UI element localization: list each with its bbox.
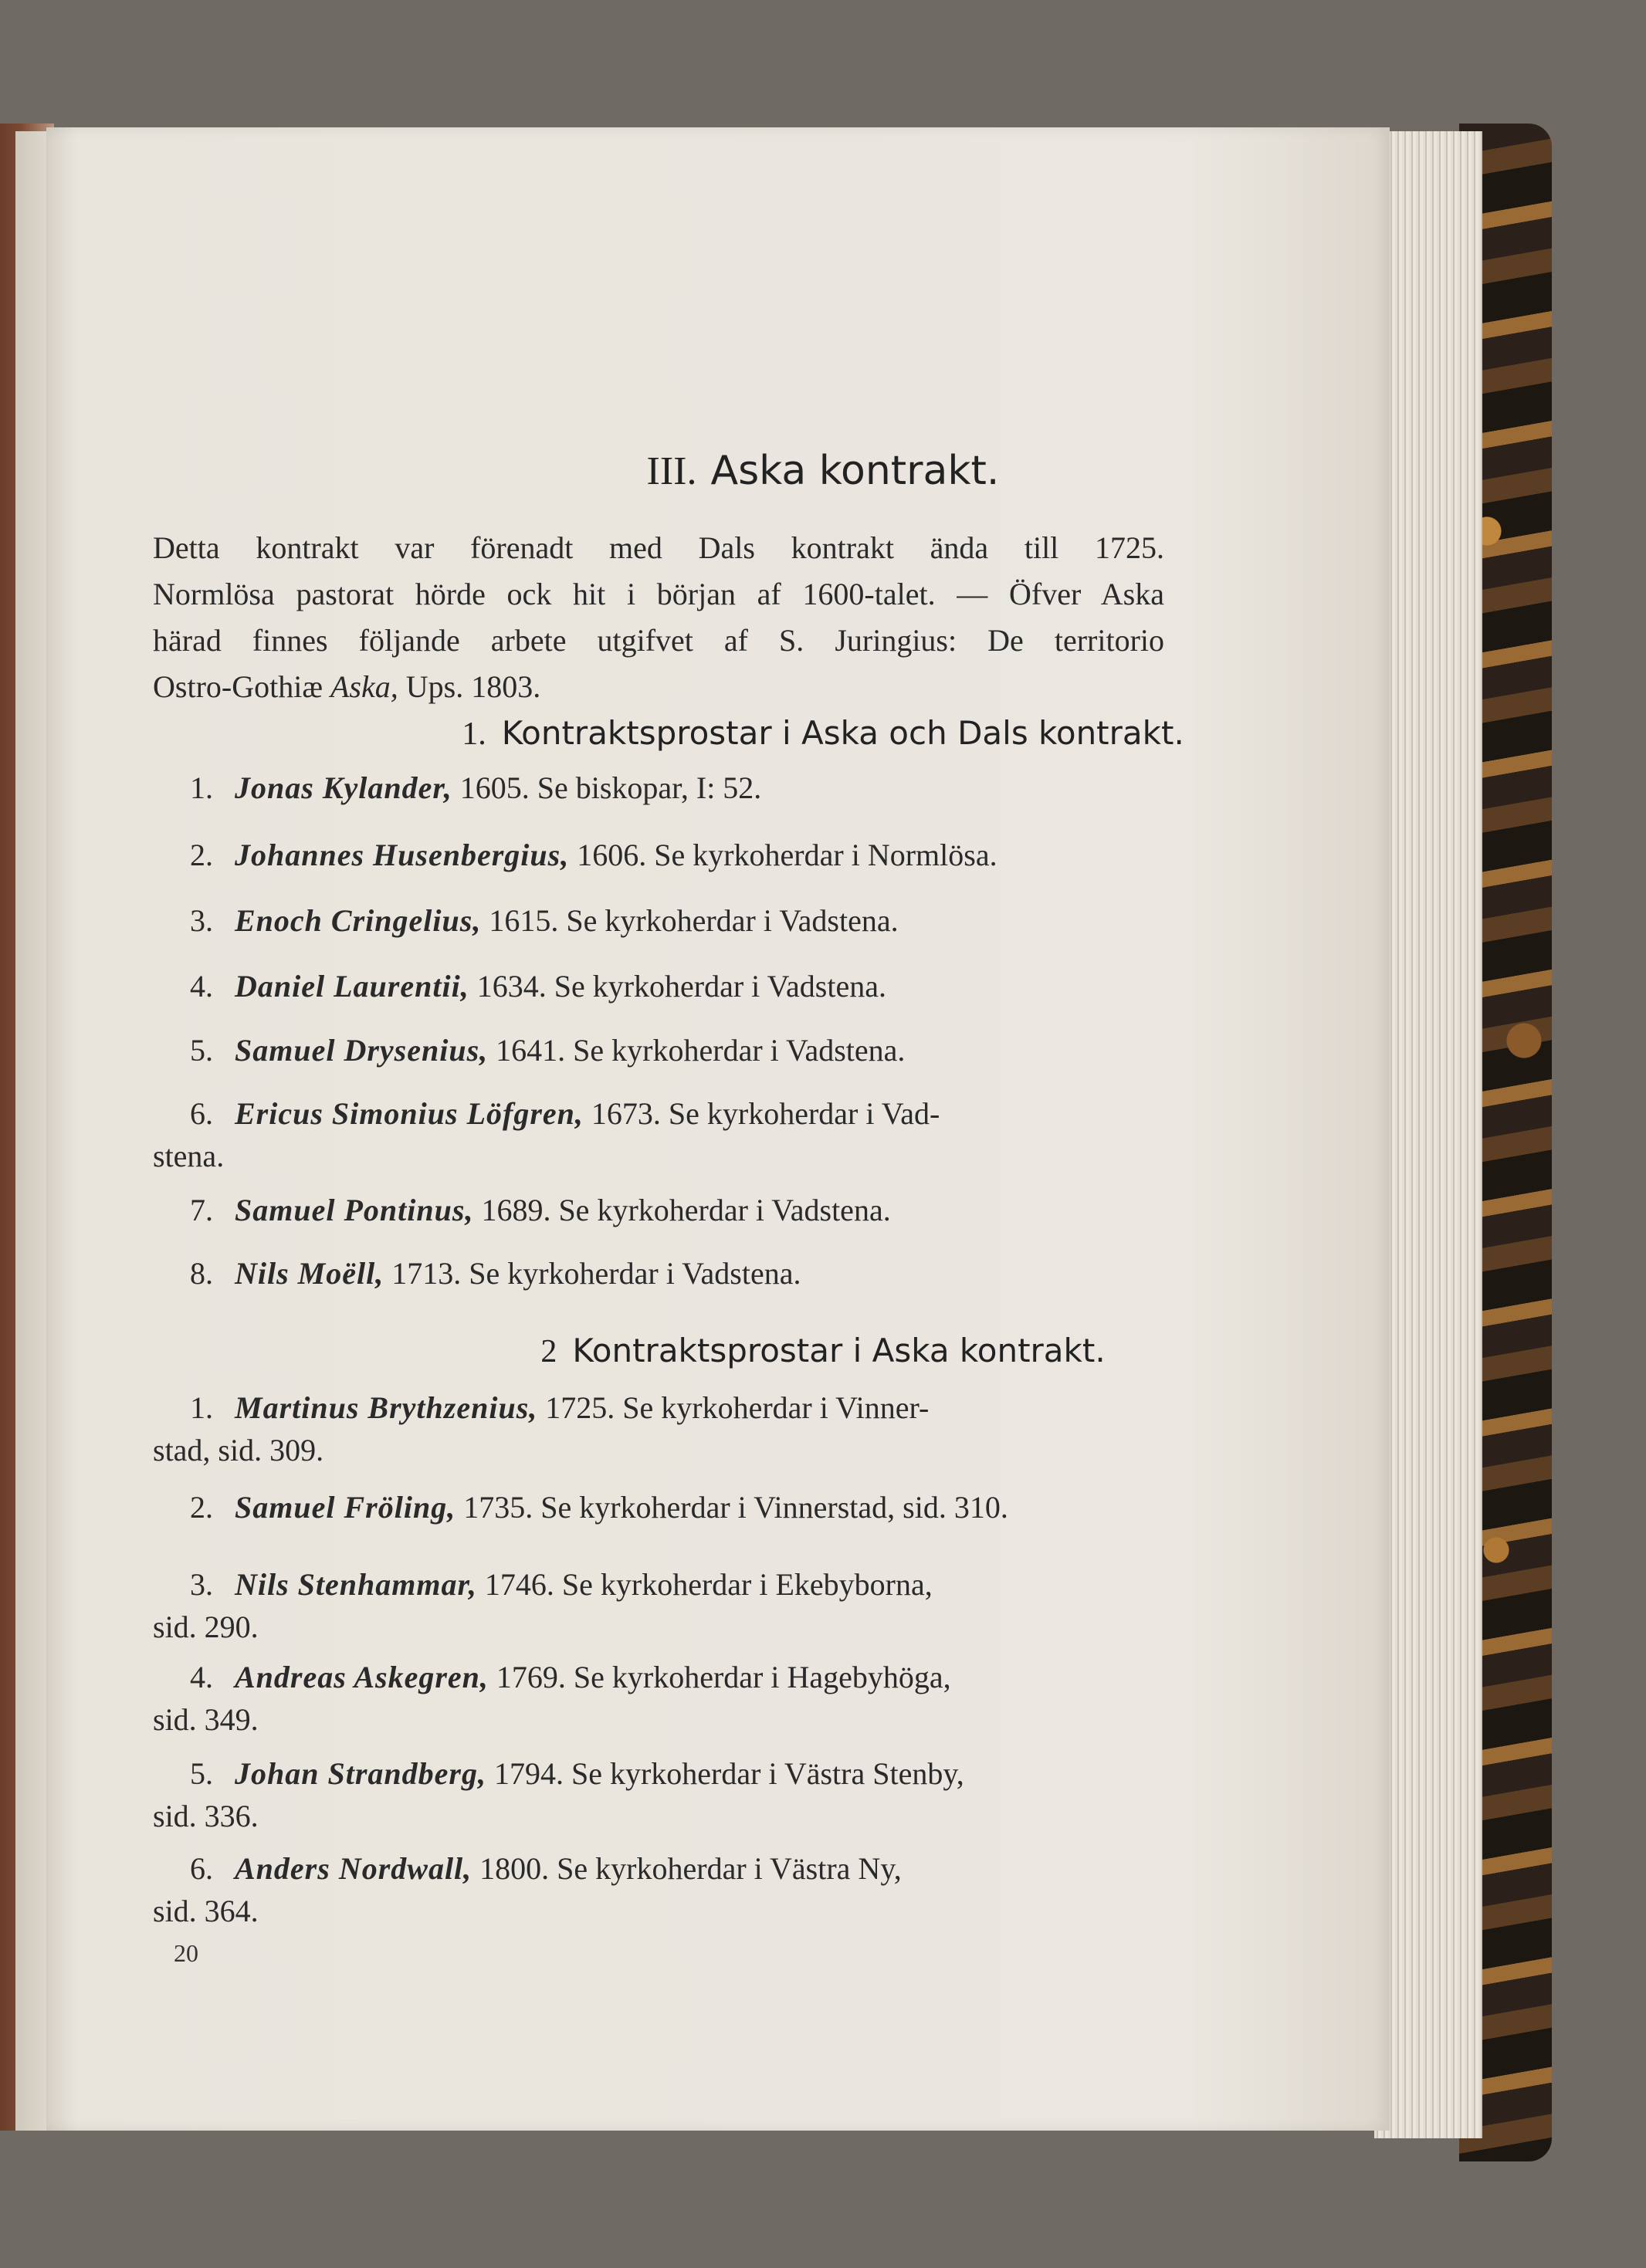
entry-row (153, 1656, 1164, 1698)
list-item (153, 767, 1164, 809)
entry-row (153, 1563, 1164, 1606)
entry-name: Nils Moëll, (235, 1256, 384, 1291)
section-number: 1. (462, 716, 486, 752)
entry-text: 1641. Se kyrkoherdar i Vadstena. (488, 1033, 906, 1068)
entry-text: 1673. Se kyrkoherdar i Vad- (583, 1096, 940, 1131)
entry-row (153, 1752, 1164, 1795)
entry-text: 1769. Se kyrkoherdar i Hagebyhöga, (488, 1660, 951, 1694)
entry-continuation: sid. 290. (153, 1610, 259, 1644)
entry-row (153, 899, 1164, 942)
entry-row (153, 1486, 1164, 1528)
list-item (153, 1092, 1164, 1177)
entry-row (153, 965, 1164, 1007)
entry-number: 6. (190, 1096, 213, 1131)
section-1-title (0, 714, 1646, 753)
section-title-text: Kontraktsprostar i Aska kontrakt. (572, 1332, 1106, 1369)
chapter-heading (0, 448, 1646, 494)
intro-text: Ups. 1803. (398, 669, 541, 704)
entry-number: 2. (190, 1490, 213, 1525)
entry-name: Andreas Askegren, (235, 1660, 489, 1694)
entry-name: Samuel Pontinus, (235, 1193, 474, 1227)
entry-number: 1. (190, 1390, 213, 1425)
entry-name: Samuel Drysenius, (235, 1033, 489, 1068)
entry-name: Jonas Kylander, (235, 770, 452, 805)
list-item (153, 1252, 1164, 1295)
list-item (153, 1656, 1164, 1741)
entry-row (153, 1386, 1164, 1429)
list-item (153, 1189, 1164, 1231)
entry-number: 1. (190, 770, 213, 805)
entry-text: 1735. Se kyrkoherdar i Vinnerstad, sid. 310. (456, 1490, 1008, 1525)
entry-name: Johan Strandberg, (235, 1756, 486, 1791)
entry-number: 5. (190, 1033, 213, 1068)
entry-text: 1725. Se kyrkoherdar i Vinner- (537, 1390, 930, 1425)
entry-name: Samuel Fröling, (235, 1490, 456, 1525)
intro-text: Ostro-Gothiæ (153, 669, 330, 704)
section-2-title (0, 1332, 1646, 1370)
entry-number: 5. (190, 1756, 213, 1791)
entry-name: Daniel Laurentii, (235, 969, 469, 1004)
entry-text: 1713. Se kyrkoherdar i Vadstena. (384, 1256, 801, 1291)
entry-text: 1746. Se kyrkoherdar i Ekebyborna, (476, 1567, 933, 1602)
entry-continuation: stena. (153, 1139, 225, 1173)
chapter-title: Aska kontrakt. (710, 448, 1000, 494)
entry-row (153, 1029, 1164, 1071)
entry-name: Ericus Simonius Löfgren, (235, 1096, 584, 1131)
intro-line: härad finnes följande arbete utgifvet af S. Juringius: De territorio (153, 623, 1164, 658)
entry-name: Enoch Cringelius, (235, 903, 482, 938)
entry-name: Johannes Husenbergius, (235, 838, 570, 872)
list-item (153, 1563, 1164, 1648)
list-item (153, 834, 1164, 876)
entry-number: 8. (190, 1256, 213, 1291)
entry-continuation: stad, sid. 309. (153, 1433, 324, 1467)
section-title-text: Kontraktsprostar i Aska och Dals kontrakt. (501, 714, 1184, 752)
intro-italic: Aska, (330, 669, 398, 704)
entry-number: 3. (190, 903, 213, 938)
intro-line: Normlösa pastorat hörde ock hit i början af 1600-talet. — Öfver Aska (153, 577, 1164, 611)
entry-row (153, 1092, 1164, 1135)
entry-name: Martinus Brythzenius, (235, 1390, 538, 1425)
entry-name: Nils Stenhammar, (235, 1567, 477, 1602)
entry-number: 4. (190, 969, 213, 1004)
page-number: 20 (174, 1939, 198, 1967)
intro-paragraph (153, 525, 1164, 710)
chapter-number: III. (646, 449, 697, 493)
entry-name: Anders Nordwall, (235, 1851, 472, 1886)
entry-row (153, 767, 1164, 809)
section-number: 2 (540, 1334, 557, 1369)
list-item (153, 1386, 1164, 1471)
entry-row (153, 834, 1164, 876)
intro-line: Detta kontrakt var förenadt med Dals kontrakt ända till 1725. (153, 530, 1164, 565)
entry-row (153, 1252, 1164, 1295)
list-item (153, 1752, 1164, 1837)
list-item (153, 1847, 1164, 1932)
entry-number: 4. (190, 1660, 213, 1694)
entry-number: 7. (190, 1193, 213, 1227)
intro-line-last (153, 664, 1164, 710)
entry-continuation: sid. 349. (153, 1702, 259, 1737)
entry-number: 2. (190, 838, 213, 872)
entry-number: 6. (190, 1851, 213, 1886)
page-edges (1374, 131, 1482, 2138)
entry-row (153, 1847, 1164, 1890)
entry-number: 3. (190, 1567, 213, 1602)
list-item (153, 965, 1164, 1007)
entry-text: 1800. Se kyrkoherdar i Västra Ny, (472, 1851, 902, 1886)
entry-text: 1606. Se kyrkoherdar i Normlösa. (569, 838, 997, 872)
entry-text: 1605. Se biskopar, I: 52. (452, 770, 762, 805)
list-item (153, 1029, 1164, 1071)
list-item (153, 899, 1164, 942)
entry-row (153, 1189, 1164, 1231)
list-item (153, 1486, 1164, 1528)
entry-text: 1794. Se kyrkoherdar i Västra Stenby, (486, 1756, 964, 1791)
entry-text: 1634. Se kyrkoherdar i Vadstena. (469, 969, 886, 1004)
entry-text: 1615. Se kyrkoherdar i Vadstena. (481, 903, 899, 938)
entry-continuation: sid. 364. (153, 1894, 259, 1928)
entry-text: 1689. Se kyrkoherdar i Vadstena. (473, 1193, 891, 1227)
entry-continuation: sid. 336. (153, 1799, 259, 1833)
